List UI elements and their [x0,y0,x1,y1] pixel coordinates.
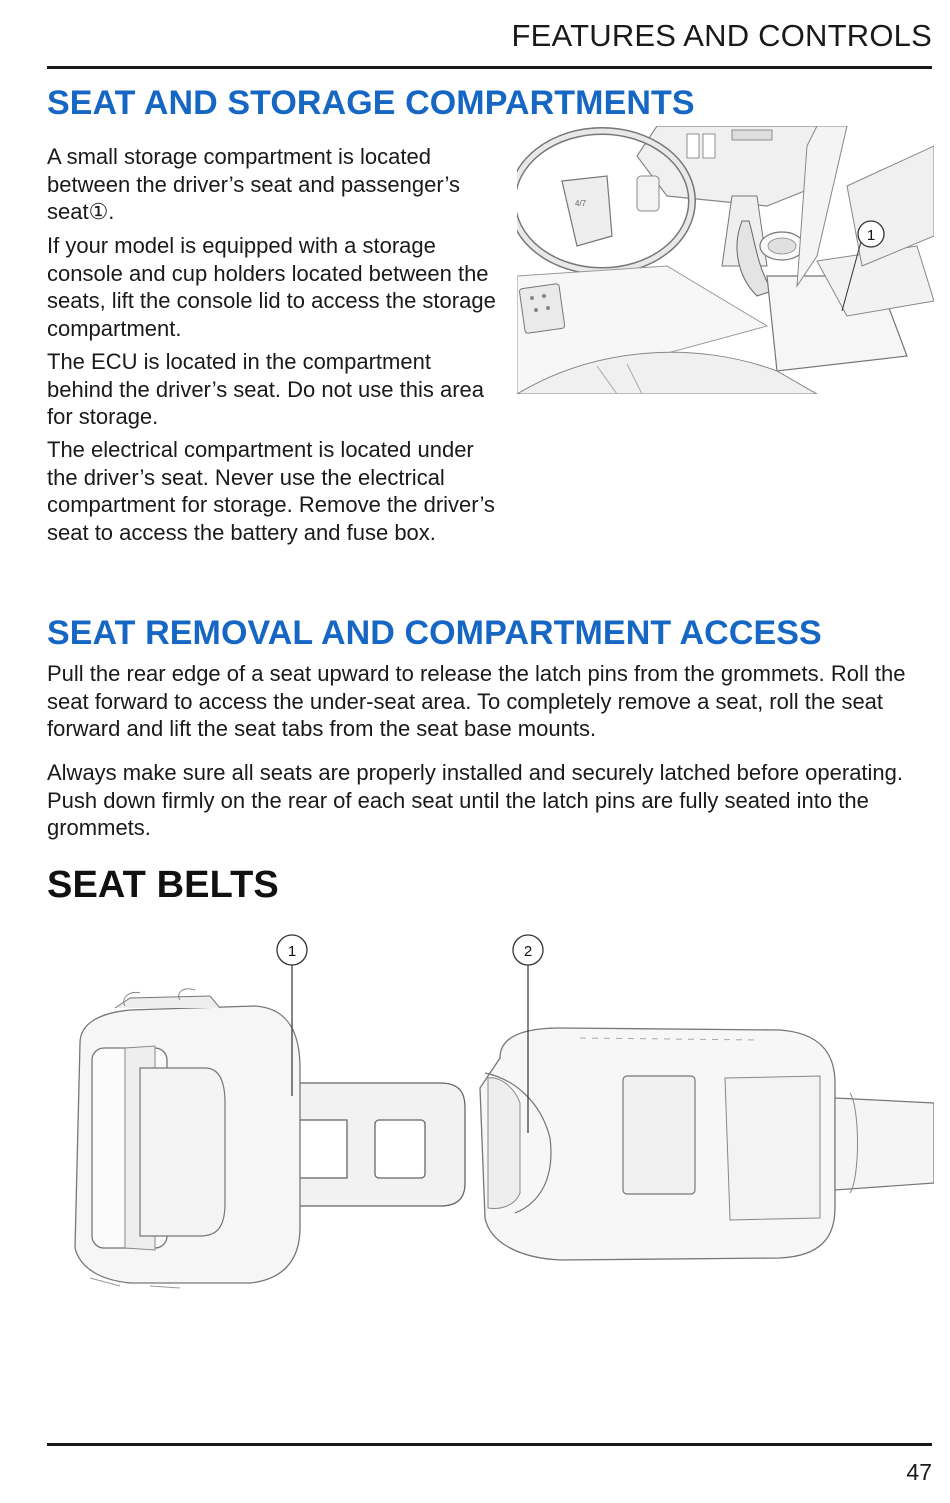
storage-paragraph-1: A small storage compartment is located between the driver’s seat and passenger’s seat①. [47,144,460,225]
vehicle-interior-illustration [517,126,934,394]
storage-paragraph-2: If your model is equipped with a storage console and cup holders located between the seats, lift the console lid to access the storage compartment. [47,233,496,342]
svg-text:4/7: 4/7 [575,199,587,208]
seat-belt-buckle-illustration [60,928,934,1298]
seat-removal-paragraph-2: Always make sure all seats are properly installed and securely latched before operating. Push down firmly on the rear of each seat until the latch pins are fully seated into the grommets. [47,760,904,841]
footer-rule [47,1443,932,1446]
storage-figure-callout-1: 1 [866,227,876,244]
page-number: 47 [906,1459,932,1485]
storage-heading: SEAT AND STORAGE COMPARTMENTS [47,84,695,122]
seat-belt-callout-1: 1 [287,943,297,960]
storage-paragraph-3: The ECU is located in the compartment behind the driver’s seat. Do not use this area for storage. [47,349,485,430]
storage-paragraph-4: The electrical compartment is located under the driver’s seat. Never use the electrical compartment for storage. Remove the driver’s seat to access the battery and fuse box. [47,437,495,546]
seat-removal-paragraph-1: Pull the rear edge of a seat upward to release the latch pins from the grommets. Roll the seat forward to access the under-seat area. To completely remove a seat, roll the seat forward and lift the seat tabs from the seat base mounts. [47,661,906,742]
seat-belts-heading: SEAT BELTS [47,864,279,906]
seat-removal-heading: SEAT REMOVAL AND COMPARTMENT ACCESS [47,614,822,652]
header-rule [47,66,932,69]
running-header-title: FEATURES AND CONTROLS [511,18,932,53]
seat-belt-callout-2: 2 [523,943,533,960]
